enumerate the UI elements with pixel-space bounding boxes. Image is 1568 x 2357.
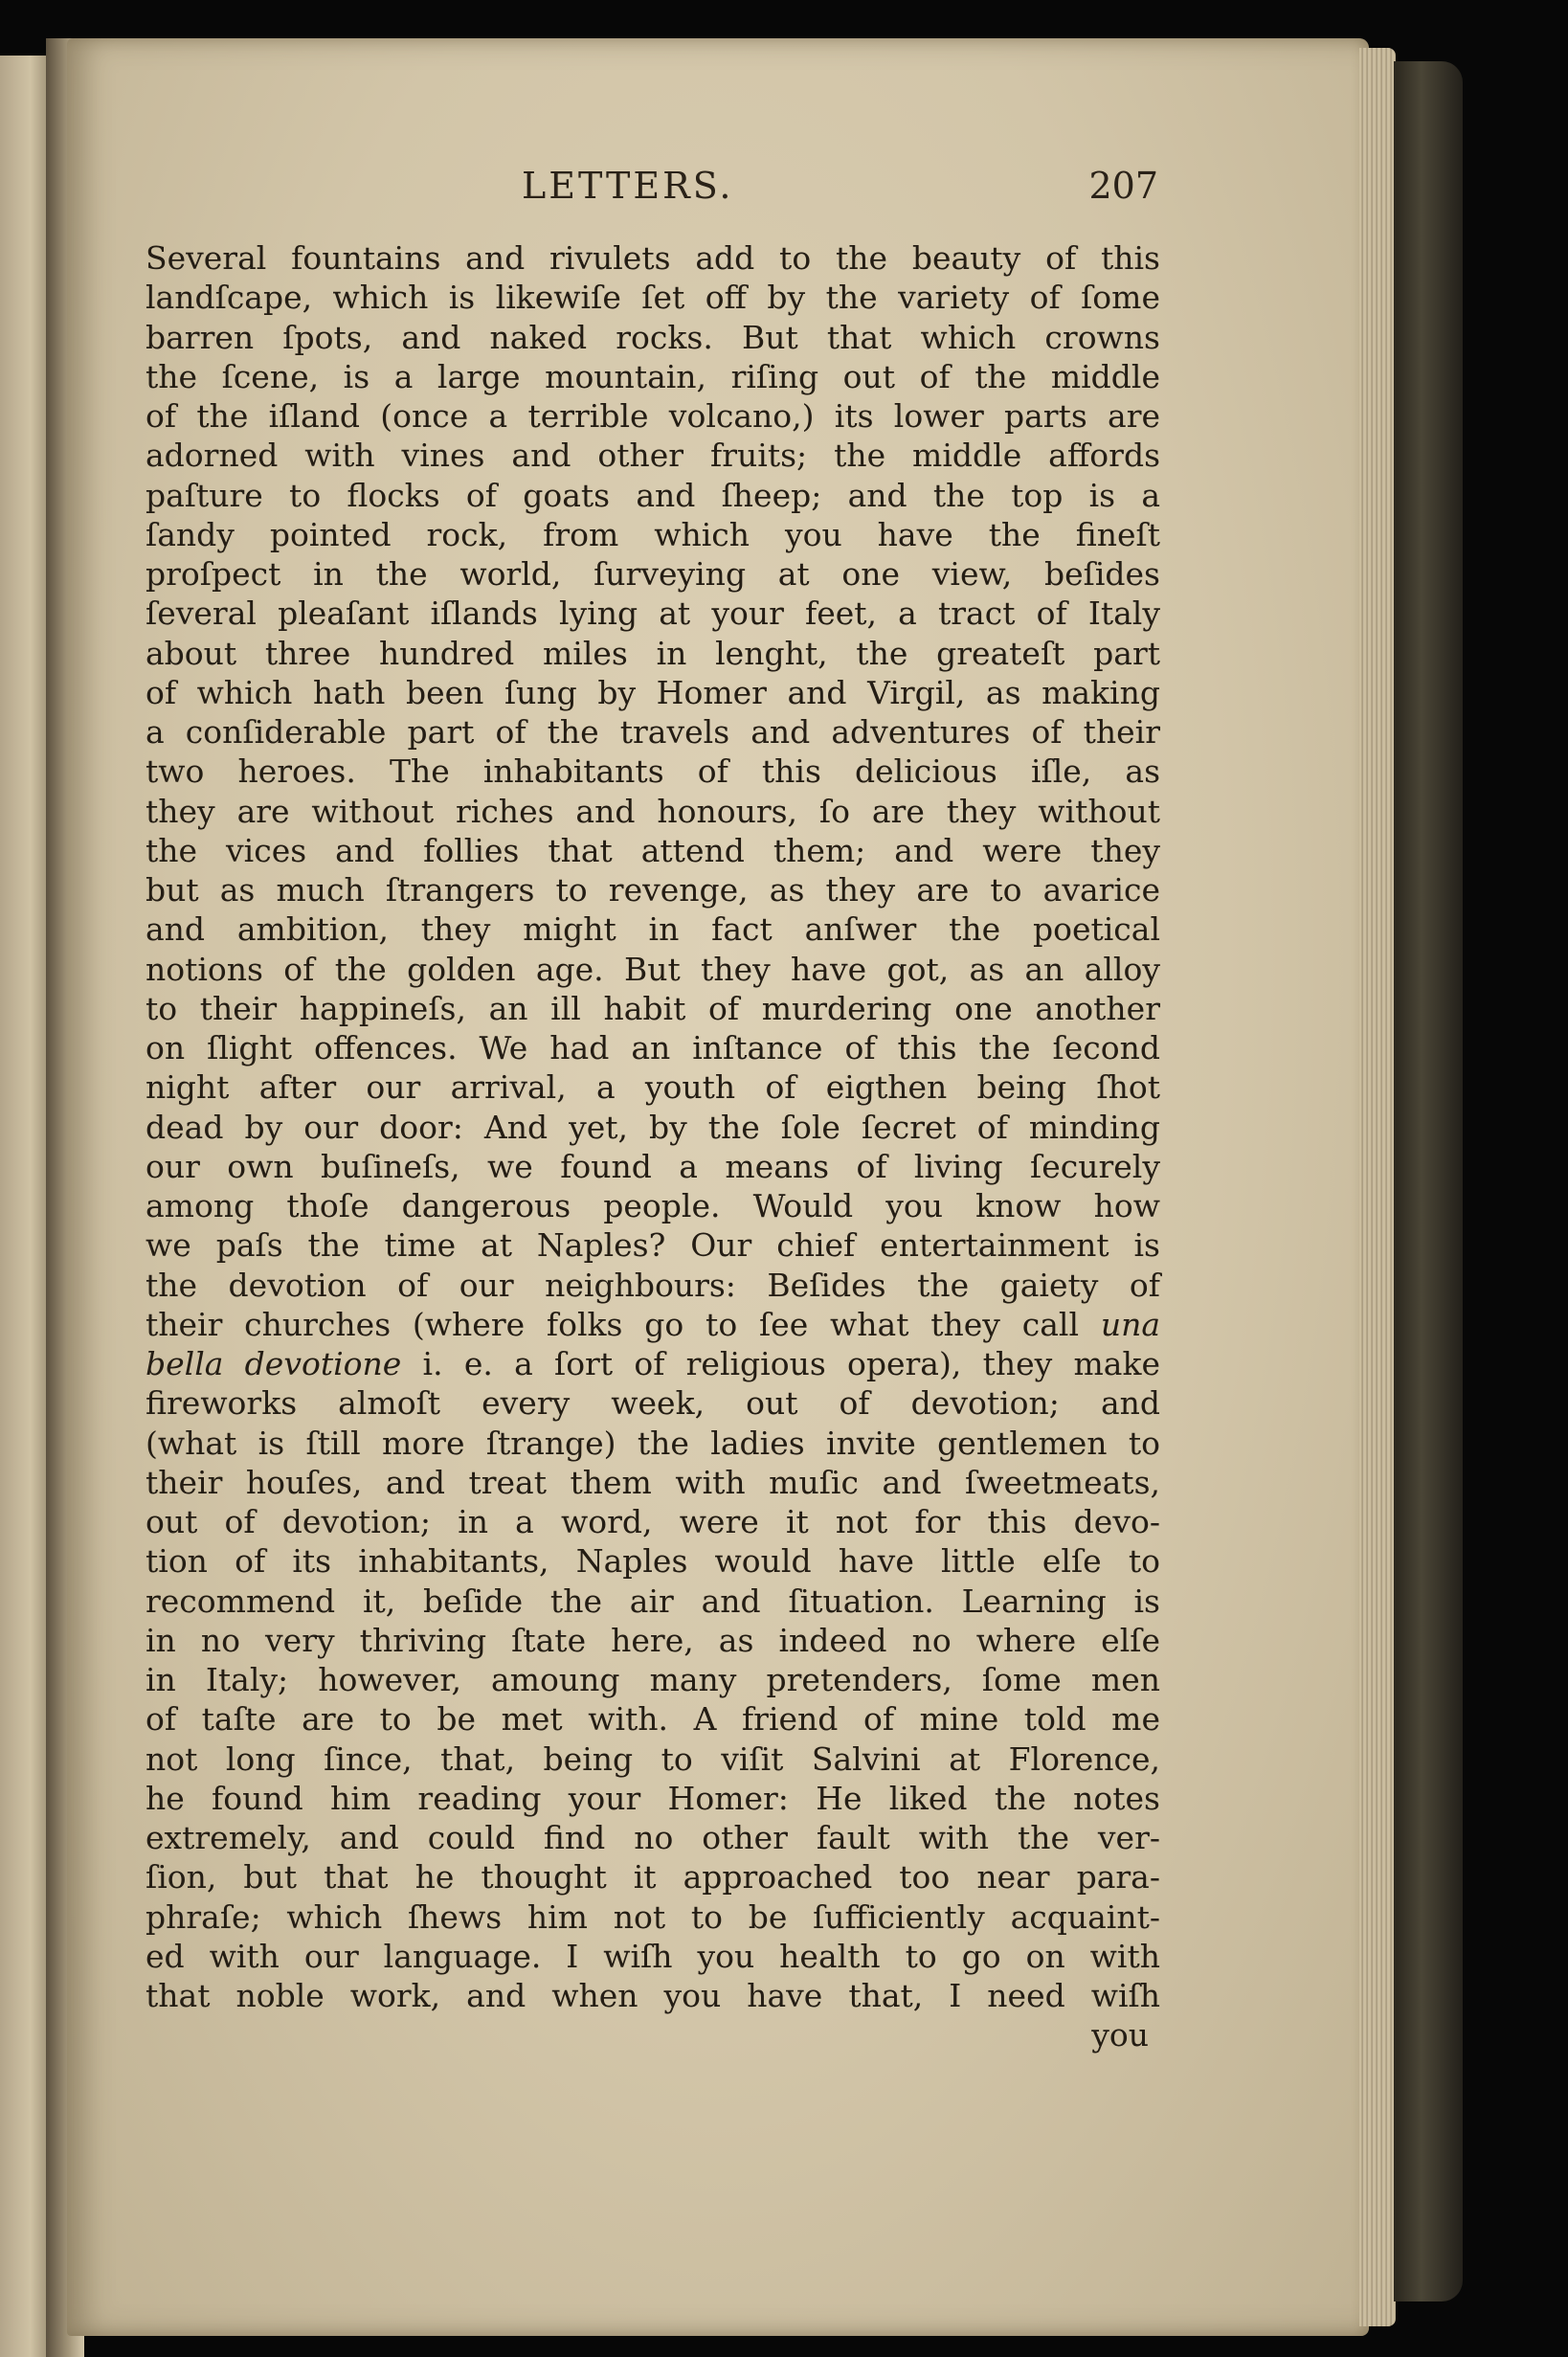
page-header: [153, 165, 1158, 222]
text-line: our own buſineſs, we found a means of living ſecurely: [146, 1147, 1160, 1185]
text-line: a conſiderable part of the travels and adventures of their: [146, 713, 1160, 751]
text-line-with-italic: [146, 1344, 1160, 1383]
text-line: barren ſpots, and naked rocks. But that which crowns: [146, 318, 1160, 356]
text-line: of taſte are to be met with. A friend of mine told me: [146, 1700, 1160, 1739]
text-line: ſion, but that he thought it approached too near para-: [146, 1858, 1160, 1897]
text-line: ſandy pointed rock, from which you have the fineſt: [146, 515, 1160, 553]
text-line: he found him reading your Homer: He liked the notes: [146, 1779, 1160, 1817]
text-line: recommend it, beſide the air and ſituation. Learning is: [146, 1582, 1160, 1620]
text-line: of which hath been ſung by Homer and Virgil, as making: [146, 673, 1160, 711]
text-line-with-italic: [146, 1305, 1160, 1344]
text-line: ſeveral pleaſant iſlands lying at your feet, a tract of Italy: [146, 595, 1160, 633]
text-line: ed with our language. I wiſh you health to go on with: [146, 1937, 1160, 1975]
text-line: to their happineſs, an ill habit of murdering one another: [146, 989, 1160, 1027]
text-line: the vices and follies that attend them; and were they: [146, 831, 1160, 869]
text-segment: i. e. a ſort of religious opera), they make: [422, 1345, 1160, 1382]
letter-body: [146, 238, 1160, 2055]
text-line: they are without riches and honours, ſo are they without: [146, 792, 1160, 830]
italic-phrase-end: bella devotione: [146, 1345, 402, 1382]
text-line: two heroes. The inhabitants of this delicious iſle, as: [146, 752, 1160, 791]
text-line: that noble work, and when you have that, I need wiſh: [146, 1977, 1160, 2014]
text-line: we paſs the time at Naples? Our chief entertainment is: [146, 1226, 1160, 1265]
text-line: and ambition, they might in fact anſwer the poetical: [146, 910, 1160, 949]
text-line: among thoſe dangerous people. Would you know how: [146, 1187, 1160, 1224]
italic-phrase-start: una: [1100, 1305, 1160, 1343]
text-line: dead by our door: And yet, by the ſole ſecret of minding: [146, 1108, 1160, 1146]
text-line: of the iſland (once a terrible volcano,) its lower parts are: [146, 397, 1160, 435]
text-line: phraſe; which ſhews him not to be ſufficiently acquaint-: [146, 1897, 1160, 1936]
running-head: LETTERS.: [522, 165, 734, 207]
text-line: Several fountains and rivulets add to the beauty of this: [146, 239, 1160, 277]
text-segment: their churches (where folks go to ſee what they call: [146, 1305, 1080, 1343]
text-line: night after our arrival, a youth of eigthen being ſhot: [146, 1068, 1160, 1107]
text-line: not long ſince, that, being to viſit Salvini at Florence,: [146, 1740, 1160, 1778]
text-line: their houſes, and treat them with muſic and ſweetmeats,: [146, 1463, 1160, 1501]
catchword: you: [1091, 2016, 1149, 2054]
text-line: on ſlight offences. We had an inſtance of this the ſecond: [146, 1029, 1160, 1066]
text-line: paſture to flocks of goats and ſheep; and the top is a: [146, 476, 1160, 514]
text-line: extremely, and could find no other fault with the ver-: [146, 1819, 1160, 1856]
text-line: fireworks almoſt every week, out of devotion; and: [146, 1384, 1160, 1423]
page-edges: [1359, 48, 1396, 2326]
text-line: in no very thriving ſtate here, as indeed no where elſe: [146, 1621, 1160, 1659]
text-line: proſpect in the world, ſurveying at one view, beſides: [146, 555, 1160, 593]
page-number: 207: [1088, 165, 1158, 207]
text-line: (what is ſtill more ſtrange) the ladies invite gentlemen to: [146, 1424, 1160, 1462]
text-line: about three hundred miles in lenght, the greateſt part: [146, 634, 1160, 672]
text-line: adorned with vines and other fruits; the middle affords: [146, 437, 1160, 475]
text-line: the devotion of our neighbours: Beſides the gaiety of: [146, 1266, 1160, 1304]
text-line: notions of the golden age. But they have got, as an alloy: [146, 950, 1160, 988]
text-line: the ſcene, is a large mountain, riſing out of the middle: [146, 357, 1160, 395]
book-cover-edge: [1394, 61, 1463, 2301]
text-line: in Italy; however, amoung many pretenders, ſome men: [146, 1661, 1160, 1698]
text-line: but as much ſtrangers to revenge, as they are to avarice: [146, 871, 1160, 909]
text-line: out of devotion; in a word, were it not for this devo-: [146, 1503, 1160, 1540]
text-line: tion of its inhabitants, Naples would have little elſe to: [146, 1542, 1160, 1581]
text-line: landſcape, which is likewiſe ſet off by the variety of ſome: [146, 279, 1160, 317]
